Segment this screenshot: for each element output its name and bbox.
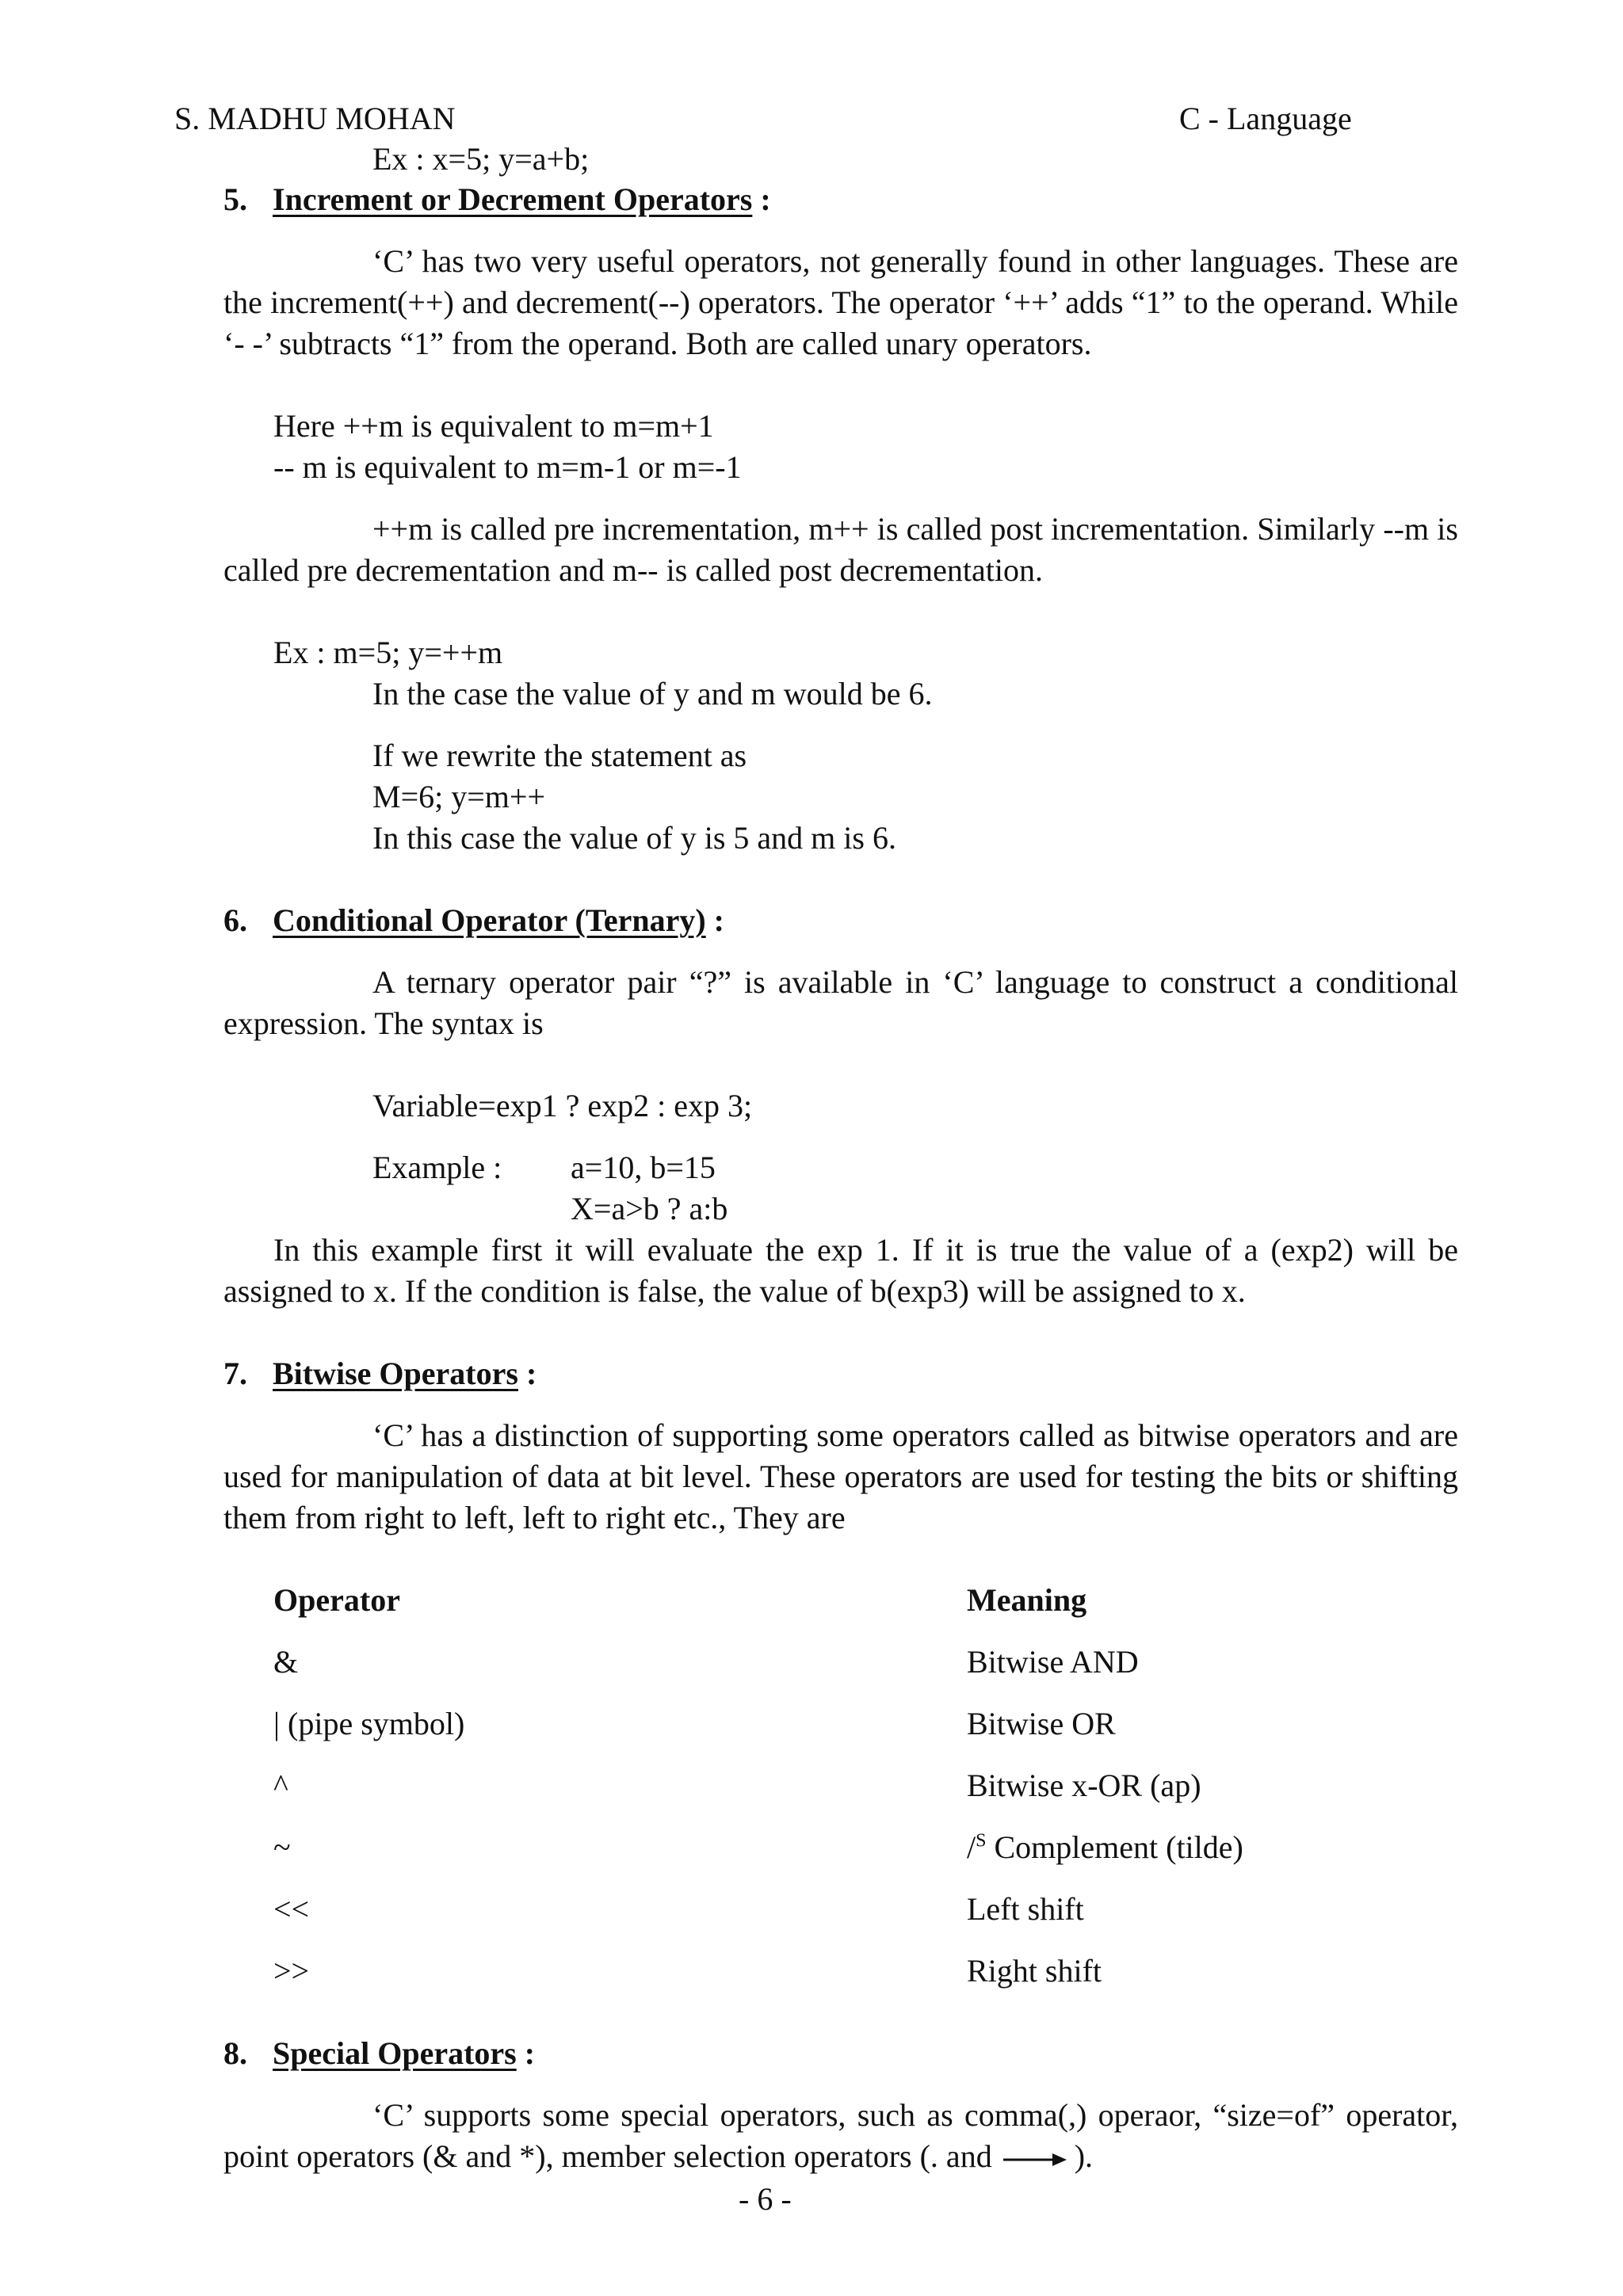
section-5-rewrite-desc: In this case the value of y is 5 and m is 6. [372,820,896,856]
section-5-rewrite-code: M=6; y=m++ [372,779,546,814]
table-row [273,1889,1462,1930]
section-5-example-desc: In the case the value of y and m would be 6. [372,676,933,711]
complement-superscript: S [976,1830,987,1852]
section-8-text-end: ). [1074,2138,1094,2174]
table-cell-meaning: Complement (tilde) [994,1829,1243,1865]
section-6-title: Conditional Operator (Ternary) [273,902,706,938]
section-5-rewrite: If we rewrite the statement as [372,738,747,773]
header-author: S. MADHU MOHAN [174,101,456,136]
table-cell-operator: & [273,1644,299,1680]
section-8-paragraph-1 [223,2095,1458,2177]
section-6-colon: : [705,902,724,938]
complement-prefix: / [967,1829,976,1865]
section-8-heading [223,2033,535,2074]
section-7-colon: : [517,1356,537,1391]
table-cell-operator: ~ [273,1829,291,1865]
top-example: Ex : x=5; y=a+b; [372,141,590,177]
table-cell-meaning: Left shift [967,1891,1084,1927]
arrow-right-icon [1002,2152,1068,2168]
table-cell-meaning: Bitwise x-OR (ap) [967,1768,1201,1803]
section-5-colon: : [752,181,771,217]
section-6-syntax: Variable=exp1 ? exp2 : exp 3; [372,1088,753,1123]
section-7-heading [223,1353,537,1394]
section-8-number: 8. [223,2035,247,2071]
section-7-paragraph-1: ‘C’ has a distinction of supporting some operators called as bitwise operators and are used for manipulation of data at bit level. These operators are used for testing the bits or shifting them from right to left, left to right etc., They are [223,1417,1458,1535]
table-cell-meaning: Bitwise OR [967,1706,1116,1741]
table-cell-operator: >> [273,1953,310,1989]
table-cell-meaning: Right shift [967,1953,1102,1989]
section-8-colon: : [516,2035,536,2071]
section-6-example-label: Example : [372,1150,502,1185]
table-cell-operator: | (pipe symbol) [273,1706,465,1741]
section-6-example-line-2: X=a>b ? a:b [571,1191,728,1226]
table-cell-operator: ^ [273,1768,288,1803]
table-cell-meaning: Bitwise AND [967,1644,1139,1680]
section-8-title: Special Operators [273,2035,517,2071]
section-7-title: Bitwise Operators [273,1356,518,1391]
table-header-operator: Operator [273,1582,400,1618]
table-cell-meaning-complement [967,1827,1243,1868]
section-7-number: 7. [223,1356,247,1391]
page-number: - 6 - [739,2181,792,2217]
section-5-here-line-2: -- m is equivalent to m=m-1 or m=-1 [273,449,742,485]
section-8-text: ‘C’ supports some special operators, such as comma(,) operaor, “size=of” operator, point operators (& and *), member selection operators (. and [223,2097,1458,2174]
section-5-heading [223,179,771,220]
section-6-example-line-1: a=10, b=15 [571,1150,716,1185]
table-cell-operator: << [273,1891,310,1927]
section-6-paragraph-1: A ternary operator pair “?” is available in ‘C’ language to construct a conditional expression. The syntax is [223,964,1458,1041]
section-5-number: 5. [223,181,247,217]
table-row [273,1642,1462,1683]
section-5-here-line-1: Here ++m is equivalent to m=m+1 [273,408,714,444]
section-5-title: Increment or Decrement Operators [273,181,753,217]
table-row [273,1827,1462,1868]
table-row [273,1765,1462,1806]
section-5-paragraph-2: ++m is called pre incrementation, m++ is called post incrementation. Similarly --m is called pre decrementation and m-- is called post decrementation. [223,511,1458,588]
table-header-meaning: Meaning [967,1582,1087,1618]
header-subject: C - Language [1179,101,1352,136]
table-header-row [273,1580,1462,1621]
section-6-heading [223,900,724,941]
section-5-paragraph-1: ‘C’ has two very useful operators, not generally found in other languages. These are the increment(++) and decrement(--) operators. The operator ‘++’ adds “1” to the operand. While ‘- -’ subtracts “1” from the operand. Both are called unary operators. [223,243,1458,361]
section-6-number: 6. [223,902,247,938]
table-row [273,1951,1462,1992]
section-5-example: Ex : m=5; y=++m [273,635,503,670]
table-row [273,1703,1462,1745]
section-6-paragraph-2: In this example first it will evaluate the exp 1. If it is true the value of a (exp2) will be assigned to x. If the condition is false, the value of b(exp3) will be assigned to x. [223,1232,1458,1309]
